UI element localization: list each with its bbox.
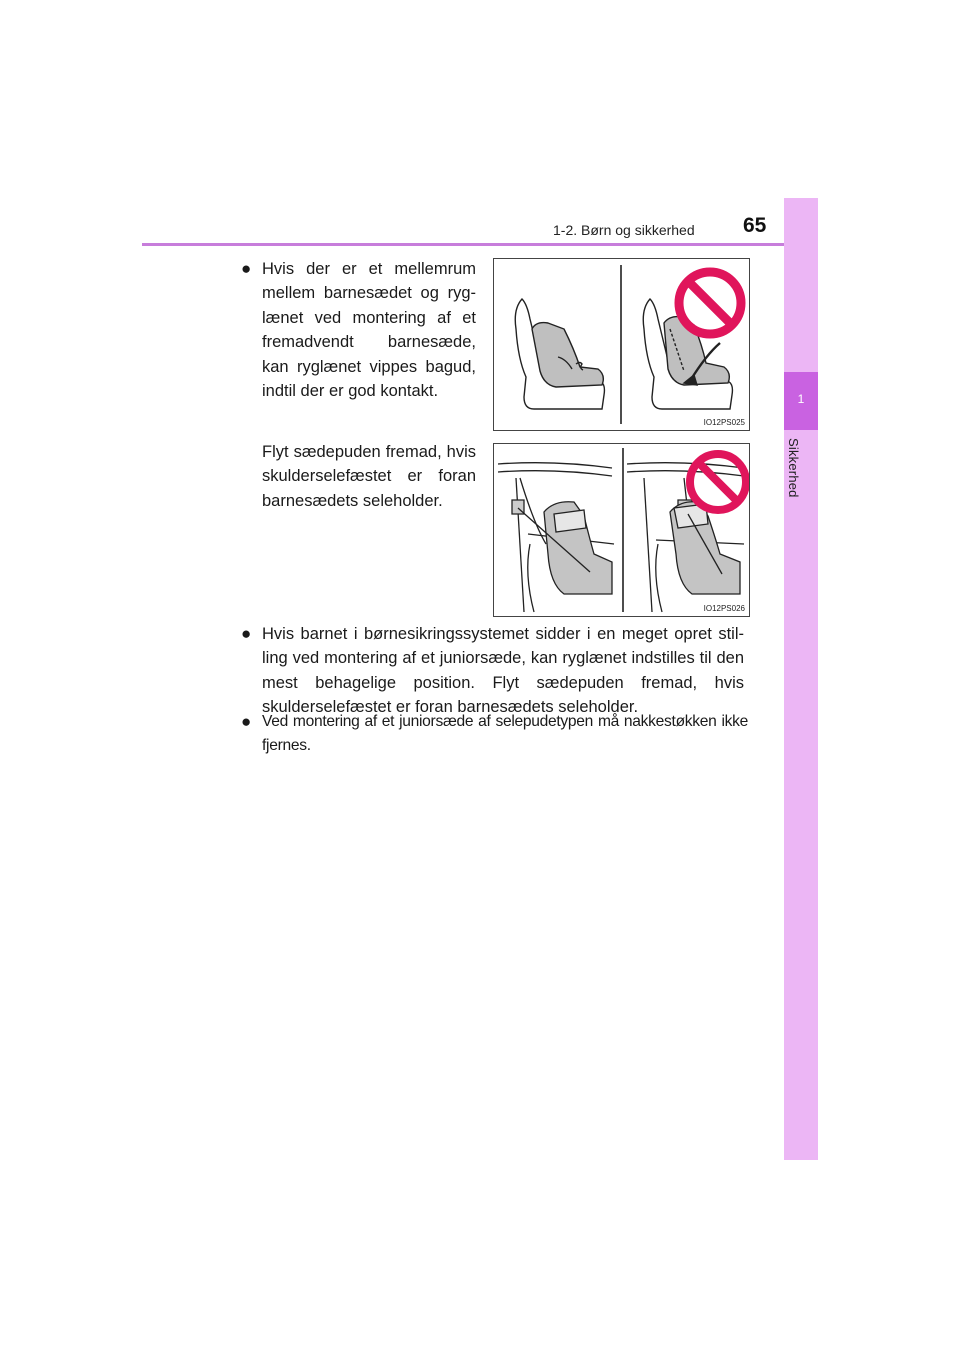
figure-seat-backrest [493,258,750,431]
car-interior-left [498,463,614,612]
followup-text: Flyt sædepuden fremad, hvis skulderselefæstet er foran barnesædets seleholder. [262,443,476,510]
bullet-text: Hvis der er et mellemrum mellem barnesædet og ryglænet ved montering af et fremadvendt barnesæde, kan ryglænet vippes bagud, indtil der er god kontakt. [262,260,476,401]
prohibition-icon [679,272,741,334]
bullet-text: Hvis barnet i børnesikringssystemet sidder i en meget opret stilling ved montering af et juniorsæde, kan ryglænet indstilles til den mest behagelige position. Flyt sædepuden fremad, hvis skulderselefæstet er foran barnesædets seleholder. [262,625,744,717]
header-rule [142,243,818,246]
bullet-icon: ● [241,712,252,731]
figure-seatbelt-position [493,443,750,617]
chapter-sidebar [784,198,818,1160]
chapter-title: Sikkerhed [786,438,801,498]
bullet-text: Ved montering af et juniorsæde af selepudetypen må nakkestøkken ikke fjernes. [262,713,748,755]
figure-code: IO12PS026 [703,604,745,613]
car-seat-left [515,299,604,409]
seatbelt-illustration [494,444,749,616]
seat-illustration [494,259,749,430]
chapter-number: 1 [797,392,805,406]
prohibition-icon [690,454,746,510]
figure-code: IO12PS025 [703,418,745,427]
bullet-icon: ● [241,259,252,278]
bullet-icon: ● [241,624,252,643]
page-number: 65 [743,214,767,237]
section-title: 1-2. Børn og sikkerhed [553,222,695,238]
